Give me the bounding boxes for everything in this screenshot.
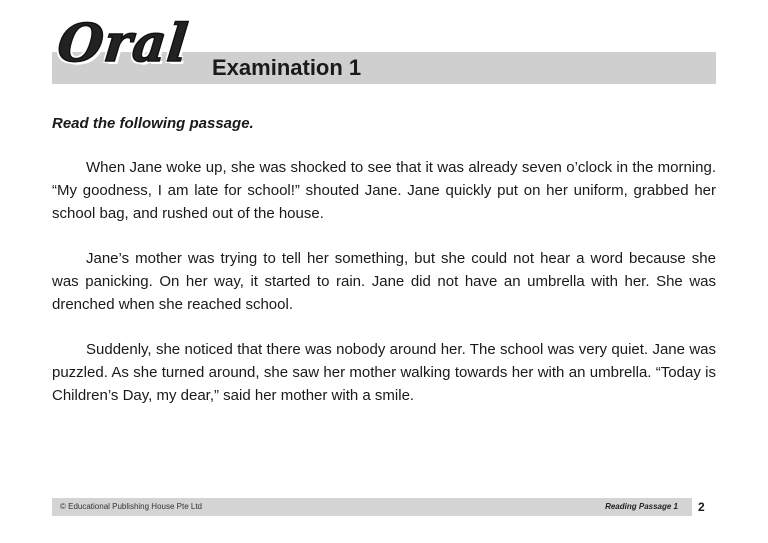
passage-paragraph: When Jane woke up, she was shocked to see that it was already seven o’clock in the morning. “My goodness, I am late for school!” shouted Jane. Jane quickly put on her uniform, grabbed her school bag, and rushed out of the house.: [52, 159, 716, 222]
instruction-text: Read the following passage.: [52, 115, 254, 132]
page-number: 2: [698, 500, 705, 514]
passage-paragraph: Suddenly, she noticed that there was nobody around her. The school was very quiet. Jane was puzzled. As she turned around, she saw her mother walking towards her with an umbrella. “Today is Children’s Day, my dear,” said her mother with a smile.: [52, 341, 716, 404]
oral-logo: Oral: [54, 13, 192, 74]
passage-paragraph: Jane’s mother was trying to tell her something, but she could not hear a word because she was panicking. On her way, it started to rain. Jane did not have an umbrella with her. She was drenched when she reached school.: [52, 250, 716, 313]
page-title: Examination 1: [212, 55, 362, 80]
reading-passage: [52, 156, 716, 429]
copyright-text: © Educational Publishing House Pte Ltd: [60, 502, 202, 511]
section-label: Reading Passage 1: [605, 502, 678, 511]
